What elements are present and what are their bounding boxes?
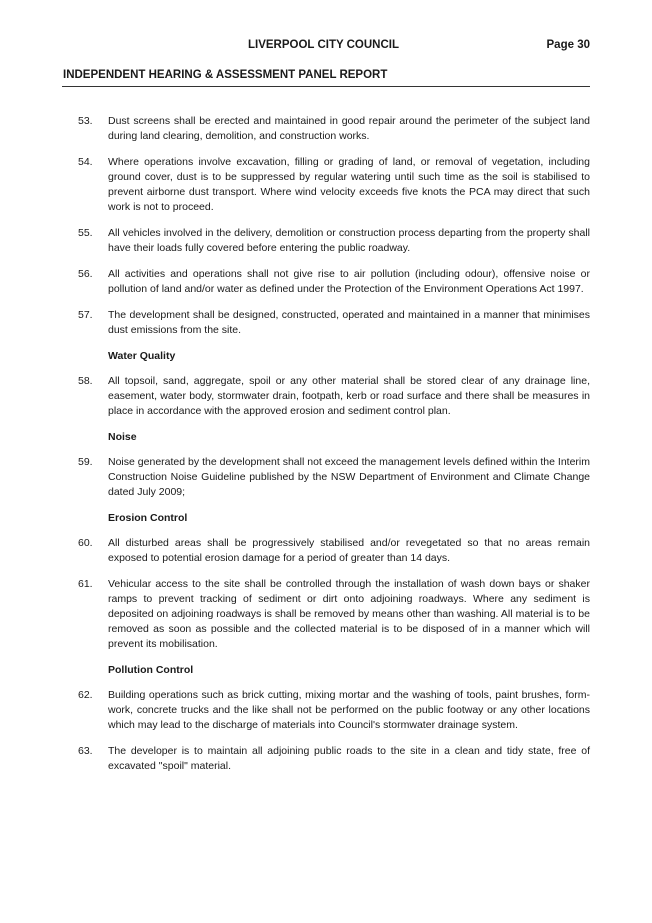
condition-number: 54. [78, 156, 93, 168]
condition-number: 58. [78, 375, 93, 387]
condition-text: All vehicles involved in the delivery, demolition or construction process departing from the property shall have their loads fully covered before entering the public roadway. [108, 227, 590, 254]
section-heading-erosion-control: Erosion Control [108, 512, 188, 524]
condition-number: 62. [78, 689, 93, 701]
condition-number: 56. [78, 268, 93, 280]
condition-text: Where operations involve excavation, filling or grading of land, or removal of vegetation, including ground cover, dust is to be suppressed by regular watering until such time as the soil is stabilised to prevent airborne dust transport. Where wind velocity exceeds five knots the PCA may direct that such work is not to proceed. [108, 156, 590, 213]
condition-53 [0, 114, 652, 144]
condition-number: 53. [78, 115, 93, 127]
condition-61 [0, 577, 652, 652]
condition-text: Noise generated by the development shall not exceed the management levels defined within the Interim Construction Noise Guideline published by the NSW Department of Environment and Climate Change dated July 2009; [108, 456, 590, 498]
document-body [0, 114, 652, 785]
condition-text: All activities and operations shall not give rise to air pollution (including odour), offensive noise or pollution of land and/or water as defined under the Protection of the Environment Operations Act 1997. [108, 268, 590, 295]
condition-number: 59. [78, 456, 93, 468]
section-heading-pollution-control: Pollution Control [108, 664, 194, 676]
condition-number: 57. [78, 309, 93, 321]
condition-63 [0, 744, 652, 774]
page-number: Page 30 [546, 39, 590, 51]
condition-56 [0, 267, 652, 297]
header-council-name: LIVERPOOL CITY COUNCIL [248, 39, 400, 51]
condition-text: Building operations such as brick cutting, mixing mortar and the washing of tools, paint brushes, form-work, concrete trucks and the like shall not be performed on the public footway or any other locations which may lead to the discharge of materials into Council's stormwater drainage system. [108, 689, 590, 731]
condition-58 [0, 374, 652, 419]
condition-text: Vehicular access to the site shall be controlled through the installation of wash down bays or shaker ramps to prevent tracking of sediment or dirt onto adjoining roadways. Where any sediment is deposited on adjoining roadways is shall be removed by means other than washing. All material is to be removed as soon as possible and the collected material is to be disposed of in a manner which will prevent its mobilisation. [108, 578, 590, 650]
section-heading-water-quality: Water Quality [108, 350, 176, 362]
condition-text: All disturbed areas shall be progressively stabilised and/or revegetated so that no areas remain exposed to potential erosion damage for a period of greater than 14 days. [108, 537, 590, 564]
condition-text: The developer is to maintain all adjoining public roads to the site in a clean and tidy state, free of excavated "spoil" material. [108, 745, 590, 772]
condition-59 [0, 455, 652, 500]
condition-number: 60. [78, 537, 93, 549]
condition-number: 55. [78, 227, 93, 239]
condition-text: The development shall be designed, constructed, operated and maintained in a manner that minimises dust emissions from the site. [108, 309, 590, 336]
condition-62 [0, 688, 652, 733]
report-title: INDEPENDENT HEARING & ASSESSMENT PANEL REPORT [63, 69, 388, 81]
condition-55 [0, 226, 652, 256]
condition-number: 63. [78, 745, 93, 757]
header-divider [62, 86, 590, 87]
condition-57 [0, 308, 652, 338]
condition-text: All topsoil, sand, aggregate, spoil or any other material shall be stored clear of any drainage line, easement, water body, stormwater drain, footpath, kerb or road surface and there shall be measures in place in accordance with the approved erosion and sediment control plan. [108, 375, 590, 417]
condition-text: Dust screens shall be erected and maintained in good repair around the perimeter of the subject land during land clearing, demolition, and construction works. [108, 115, 590, 142]
condition-54 [0, 155, 652, 215]
condition-60 [0, 536, 652, 566]
condition-number: 61. [78, 578, 93, 590]
section-heading-noise: Noise [108, 431, 137, 443]
